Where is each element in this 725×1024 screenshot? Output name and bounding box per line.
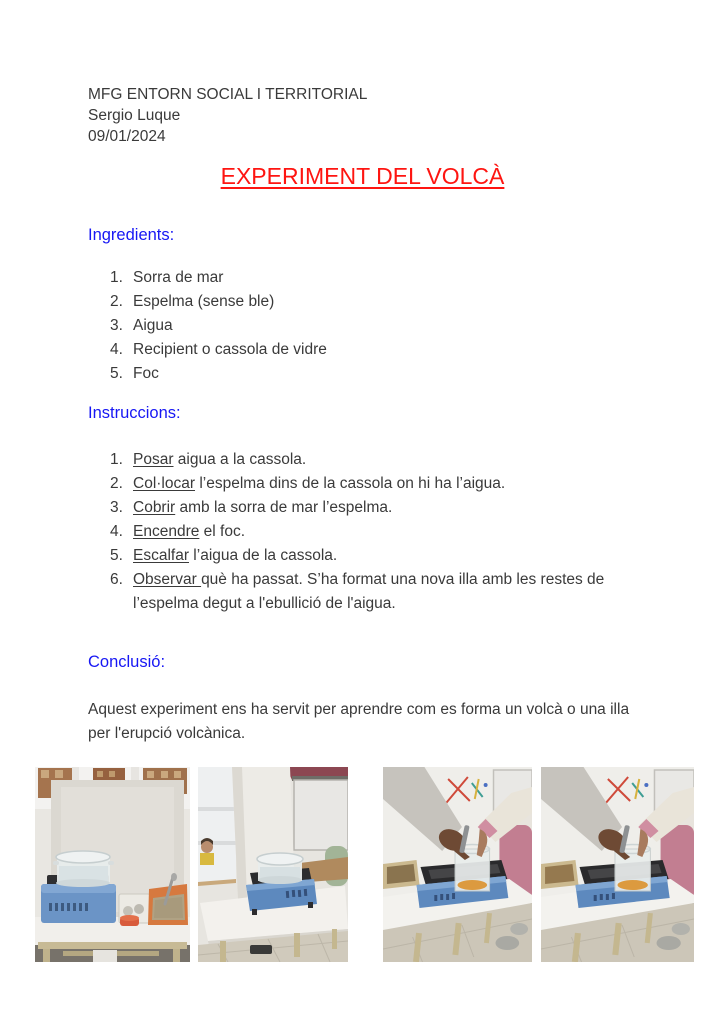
list-item-number: 6. bbox=[110, 571, 123, 588]
list-item-text: Posar aigua a la cassola. bbox=[133, 451, 307, 468]
list-item bbox=[110, 544, 632, 568]
list-item bbox=[110, 314, 327, 338]
list-item bbox=[110, 338, 327, 362]
underlined-verb: Posar bbox=[133, 451, 174, 468]
header-course-line: MFG ENTORN SOCIAL I TERRITORIAL bbox=[88, 86, 368, 103]
list-item bbox=[110, 448, 632, 472]
list-item-number: 2. bbox=[110, 475, 123, 492]
list-item-number: 5. bbox=[110, 365, 123, 382]
ingredients-heading: Ingredients: bbox=[88, 226, 175, 244]
list-item-text: Observar què ha passat. S’ha format una nova illa amb les restes de l’espelma degut a l'ebullició de l'aigua. bbox=[133, 571, 609, 612]
header-author-line: Sergio Luque bbox=[88, 107, 181, 124]
underlined-verb: Col·locar bbox=[133, 475, 196, 492]
photo-stove-pot-angled-view bbox=[198, 767, 348, 962]
list-item-number: 4. bbox=[110, 523, 123, 540]
photo-hands-over-pot-2 bbox=[541, 767, 694, 962]
list-item-text: Sorra de mar bbox=[133, 269, 224, 286]
list-item-text: Col·locar l’espelma dins de la cassola on hi ha l’aigua. bbox=[133, 475, 506, 492]
list-item bbox=[110, 290, 327, 314]
list-item-text: Escalfar l’aigua de la cassola. bbox=[133, 547, 338, 564]
ingredients-list bbox=[110, 266, 327, 386]
conclusion-heading: Conclusió: bbox=[88, 653, 166, 671]
list-item-text: Recipient o cassola de vidre bbox=[133, 341, 327, 358]
list-item-number: 3. bbox=[110, 499, 123, 516]
list-item bbox=[110, 266, 327, 290]
page-title: EXPERIMENT DEL VOLCÀ bbox=[220, 163, 505, 189]
list-item-number: 4. bbox=[110, 341, 123, 358]
photo-strip bbox=[0, 767, 725, 962]
conclusion-paragraph: Aquest experiment ens ha servit per aprendre com es forma un volcà o una illa per l'erupció volcànica. bbox=[88, 701, 630, 742]
header-date-line: 09/01/2024 bbox=[88, 128, 166, 145]
list-item bbox=[110, 520, 632, 544]
list-item bbox=[110, 568, 632, 616]
list-item-text: Espelma (sense ble) bbox=[133, 293, 275, 310]
list-item-text: Foc bbox=[133, 365, 159, 382]
underlined-verb: Encendre bbox=[133, 523, 200, 540]
document-header bbox=[88, 84, 367, 147]
photo-materials-front-view bbox=[35, 767, 190, 962]
list-item-number: 3. bbox=[110, 317, 123, 334]
list-item bbox=[110, 496, 632, 520]
list-item-number: 2. bbox=[110, 293, 123, 310]
list-item-text: Encendre el foc. bbox=[133, 523, 246, 540]
list-item bbox=[110, 362, 327, 386]
list-item bbox=[110, 472, 632, 496]
instructions-list bbox=[110, 448, 632, 616]
instructions-heading: Instruccions: bbox=[88, 404, 181, 422]
list-item-text: Cobrir amb la sorra de mar l’espelma. bbox=[133, 499, 393, 516]
photo-hands-over-pot-1 bbox=[383, 767, 532, 962]
list-item-text: Aigua bbox=[133, 317, 173, 334]
list-item-number: 1. bbox=[110, 451, 123, 468]
underlined-verb: Cobrir bbox=[133, 499, 176, 516]
list-item-number: 5. bbox=[110, 547, 123, 564]
underlined-verb: Observar bbox=[133, 571, 202, 588]
list-item-number: 1. bbox=[110, 269, 123, 286]
underlined-verb: Escalfar bbox=[133, 547, 189, 564]
